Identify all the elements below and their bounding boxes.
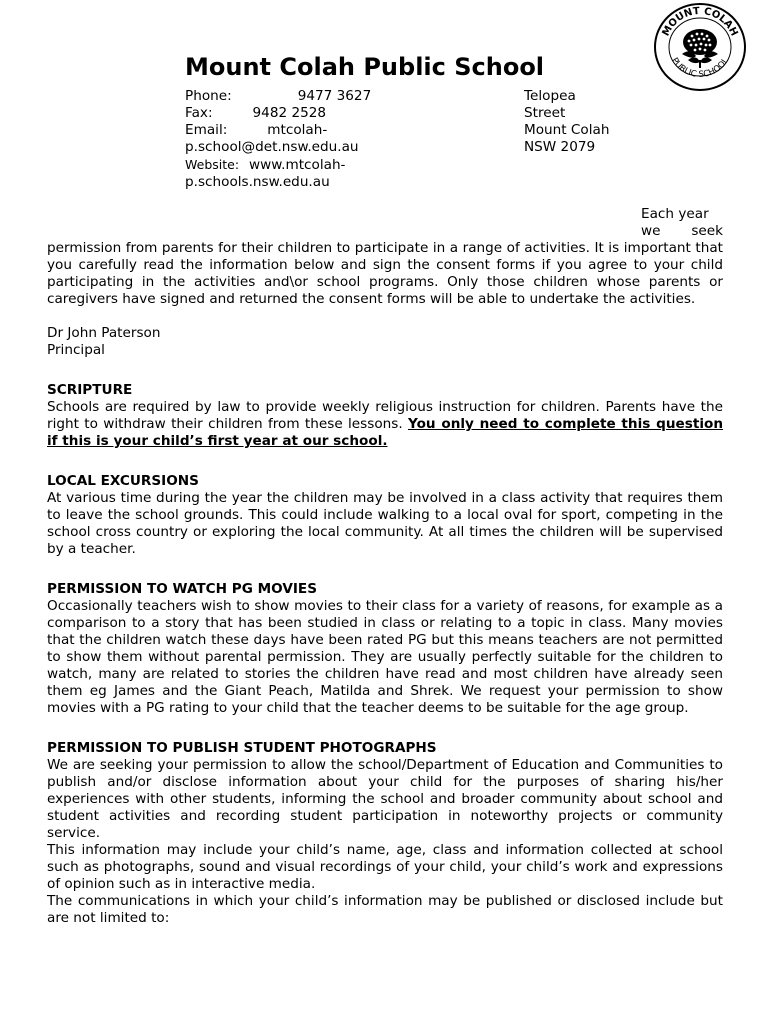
excursions-paragraph: At various time during the year the children may be involved in a class activity that requires them to leave the school grounds. This could include walking to a local oval for sport, competing in the school cross country or exploring the local community. At all times the children will be supervised by a teacher. — [47, 490, 723, 557]
address-line: Mount Colah — [524, 122, 610, 138]
scripture-heading: SCRIPTURE — [47, 382, 133, 398]
email-value-part1[interactable]: mtcolah- — [267, 122, 328, 138]
website-value-part2[interactable]: p.schools.nsw.edu.au — [185, 174, 330, 190]
email-row — [185, 122, 390, 139]
pg-movies-heading: PERMISSION TO WATCH PG MOVIES — [47, 581, 317, 597]
signatory-title: Principal — [47, 342, 105, 358]
fax-value: 9482 2528 — [252, 105, 327, 121]
phone-label: Phone: — [185, 88, 232, 104]
phone-row — [185, 88, 390, 105]
website-value-part1[interactable]: www.mtcolah- — [249, 157, 346, 173]
website-row — [185, 156, 390, 174]
letter-body — [47, 206, 723, 927]
fax-row — [185, 105, 390, 122]
email-label: Email: — [185, 122, 228, 138]
email-value-part2[interactable]: p.school@det.nsw.edu.au — [185, 139, 359, 155]
waratah-flower-icon — [682, 29, 718, 68]
email-row-continued — [185, 139, 390, 156]
intro-paragraph: permission from parents for their children to participate in a range of activities. It is important that you carefully read the information below and sign the consent forms if you agree to your child participating in the activities and\or school programs. Only those children whose parents or caregivers have signed and returned the consent forms will be able to undertake the activities. — [47, 240, 723, 307]
scripture-emphasis: You only need to complete this question if this is your child’s first year at our school. — [47, 416, 723, 449]
website-label: Website: — [185, 157, 240, 172]
address-line: Telopea — [524, 88, 576, 104]
contact-details — [185, 88, 390, 191]
logo-text-top: MOUNT COLAH — [660, 5, 740, 38]
scripture-paragraph — [47, 399, 723, 450]
logo-text-bottom: PUBLIC SCHOOL — [669, 56, 731, 80]
intro-line-2 — [47, 223, 723, 240]
excursions-heading: LOCAL EXCURSIONS — [47, 473, 199, 489]
pg-movies-paragraph: Occasionally teachers wish to show movies to their class for a variety of reasons, for example as a comparison to a story that has been studied in class or relating to a topic in class. Many movies that the children watch these days have been rated PG but this means teachers are not permitted to show them without parental permission. They are usually perfectly suitable for the children to watch, many are related to stories the children have read and most children have already seen them eg James and the Giant Peach, Matilda and Shrek. We request your permission to show movies with a PG rating to your child that the teacher deems to be suitable for the age group. — [47, 598, 723, 716]
intro-text-line2b: seek — [691, 223, 723, 239]
school-logo — [652, 2, 748, 92]
intro-text-line1: Each year — [641, 206, 709, 222]
photos-paragraph-1: We are seeking your permission to allow the school/Department of Education and Communities to publish and/or disclose information about your child for the purposes of sharing his/her experiences with other students, informing the school and broader community about school and student activities and recording student participation in noteworthy projects or community service. — [47, 757, 723, 841]
photos-paragraph-2: This information may include your child’s name, age, class and information collected at school such as photographs, sound and visual recordings of your child, your child’s work and expressions of opinion such as in interactive media. — [47, 842, 723, 892]
school-name: Mount Colah Public School — [185, 53, 545, 81]
address-line: NSW 2079 — [524, 139, 596, 155]
address-line: Street — [524, 105, 566, 121]
website-row-continued — [185, 174, 390, 191]
intro-line-1 — [47, 206, 723, 223]
scripture-body: Schools are required by law to provide weekly religious instruction for children. Parents have the right to withdraw their children from these lessons. — [47, 399, 723, 432]
phone-value: 9477 3627 — [297, 88, 372, 104]
intro-text-line2a: we — [641, 223, 661, 239]
fax-label: Fax: — [185, 105, 213, 121]
photos-paragraph-3: The communications in which your child’s information may be published or disclosed include but are not limited to: — [47, 893, 723, 926]
photos-heading: PERMISSION TO PUBLISH STUDENT PHOTOGRAPHS — [47, 740, 437, 756]
school-address — [524, 88, 644, 156]
signatory-name: Dr John Paterson — [47, 325, 161, 341]
